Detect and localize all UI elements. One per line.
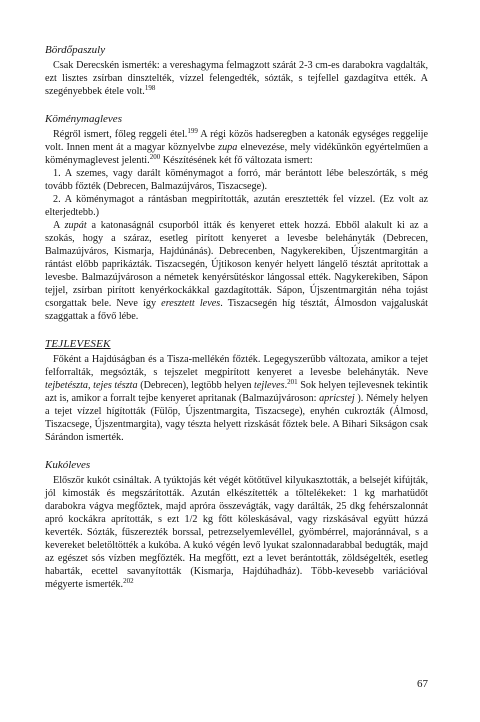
- text-run: A: [53, 220, 65, 231]
- text-run: Készítésének két fő változata ismert:: [160, 155, 313, 166]
- text-run: . Tiszacsegén híg tésztát, Álmosdon vajgaluskát szaggattak a fővő lébe.: [45, 298, 428, 322]
- text-run: (Debrecen), legtöbb helyen: [137, 380, 255, 391]
- section-heading: Kukóleves: [45, 459, 91, 471]
- section-heading: TEJLEVESEK: [45, 338, 111, 350]
- text-run: .: [284, 380, 288, 391]
- paragraph: [45, 167, 428, 193]
- text-run: 2. A köménymagot a rántásban megpirították, azután eresztették fel vízzel. (Ez volt az elterjedtebb.): [45, 194, 428, 218]
- section-tejlevesek: [45, 338, 428, 444]
- paragraph: [45, 219, 428, 323]
- paragraph: [45, 59, 428, 98]
- italic-term: zupa: [218, 142, 238, 153]
- italic-term: zupát: [64, 220, 87, 231]
- italic-term: apricstej: [319, 393, 355, 404]
- section-bordopaszuly: [45, 44, 428, 98]
- page-number: 67: [417, 678, 428, 690]
- section-heading: Köménymagleves: [45, 113, 122, 125]
- italic-term: tejbetészta, tejes tészta: [45, 380, 138, 391]
- text-run: ). Némely helyen a tejet vízzel hígították (Fülöp, Újszentmargita, Tiszacsege), enyhén cukrozták (Álmosd, Tiszacsege, Újszentmargita), vagy tészta helyett rizskását főztek bele. A Bihari Sikságon csak Sárándon ismerték.: [45, 393, 428, 443]
- italic-term: eresztett leves: [161, 298, 221, 309]
- text-run: A régi közös hadseregben a katonák egységes reggelije volt. Innen ment át a magyar köznyelvbe: [45, 129, 428, 153]
- paragraph: [45, 128, 428, 167]
- paragraph: [45, 193, 428, 219]
- paragraph: [45, 353, 428, 444]
- footnote-ref: 202: [123, 577, 134, 585]
- footnote-ref: 201: [287, 378, 298, 386]
- text-run: Régről ismert, főleg reggeli étel.: [53, 129, 188, 140]
- text-run: a katonaságnál csuporból itták és kenyeret ettek hozzá. Ebből alakult ki az a szokás, hogy a száraz, esetleg pirított kenyeret a levesbe belehányták (Debrecen, Balmazújváros, Kismarja, Hajdúnánás). Debrecenben, Nagykerekiben, Újszentmargitán a rántást előbb paprikázták. Tiszacsegén, Újtikoson kenyér helyett lángelő tésztát aprítottak a levesbe. Balmazújvároson a németek kenyérsütéskor lángossal ették. Nagykerekiben, Sápon tejjel, zsírban pirított kenyérkockákkal gazdagították. Sápon, Újszentmargitán néha tojást csorgattak bele. Neve így: [45, 220, 428, 309]
- section-heading: Bördőpaszuly: [45, 44, 106, 56]
- text-run: Főként a Hajdúságban és a Tisza-mellékén főzték. Legegyszerűbb változata, amikor a tejet felforralták, megsózták, s tejszelet megpirított kenyeret a levesbe belehányták. Neve: [45, 354, 428, 378]
- text-run: Sok helyen tejlevesnek tekintik azt is, amikor a forralt tejbe kenyeret apritanak (Balmazújvároson:: [45, 380, 428, 404]
- text-run: Csak Derecskén ismerték: a vereshagyma felmagzott szárát 2-3 cm-es darabokra vagdalták, ezt lisztes zsírban dinsztelték, vízzel felengedték, sózták, s tejfellel gazdagítva ették. A szegényebbek étele volt.: [45, 60, 428, 97]
- italic-term: tejleves: [254, 380, 285, 391]
- text-run: elnevezése, mely vidékünkön egyértelműen a köménymaglevest jelenti.: [45, 142, 428, 166]
- section-komenymagleves: [45, 113, 428, 323]
- text-run: Először kukót csináltak. A tyúktojás két végét kötőtűvel kilyukasztották, a belsejét kifújták, jól kimosták és megszárították. Azután elkészítették a töltelékeket: 1 kg marhatüdőt darabokra vágva megfőztek, majd apróra összevágták, vagy darálták, 25 dkg fehérszalonnát apró kockákra aprították, s ezt 1/2 kg főtt köleskásával, vagy rizskásával együtt húzzá keverték. Sózták, fűszerezték borssal, petrezselyemlevéllel, gyömbérrel, majoránnával, s a kevereket beletöltötték a kukóba. A kukó végén levő lyukat szalonnadarabbal bedugták, majd az egészet sós vízben megfőzték. Ha megfőtt, ezt a levet berántották, zöldségelték, esetleg habarták, ecettel savanyították (Kismarja, Hajdúhadház). Több-kevesebb variációval mégyerte ismerték.: [45, 475, 428, 590]
- footnote-ref: 199: [187, 127, 198, 135]
- footnote-ref: 200: [149, 153, 161, 161]
- footnote-ref: 198: [144, 84, 156, 92]
- paragraph: [45, 474, 428, 591]
- text-run: 1. A szemes, vagy darált köménymagot a forró, már berántott lébe beleszórták, s még tovább főzték (Debrecen, Balmazújváros, Tiszacsege).: [45, 168, 428, 192]
- section-kukoleves: [45, 459, 428, 591]
